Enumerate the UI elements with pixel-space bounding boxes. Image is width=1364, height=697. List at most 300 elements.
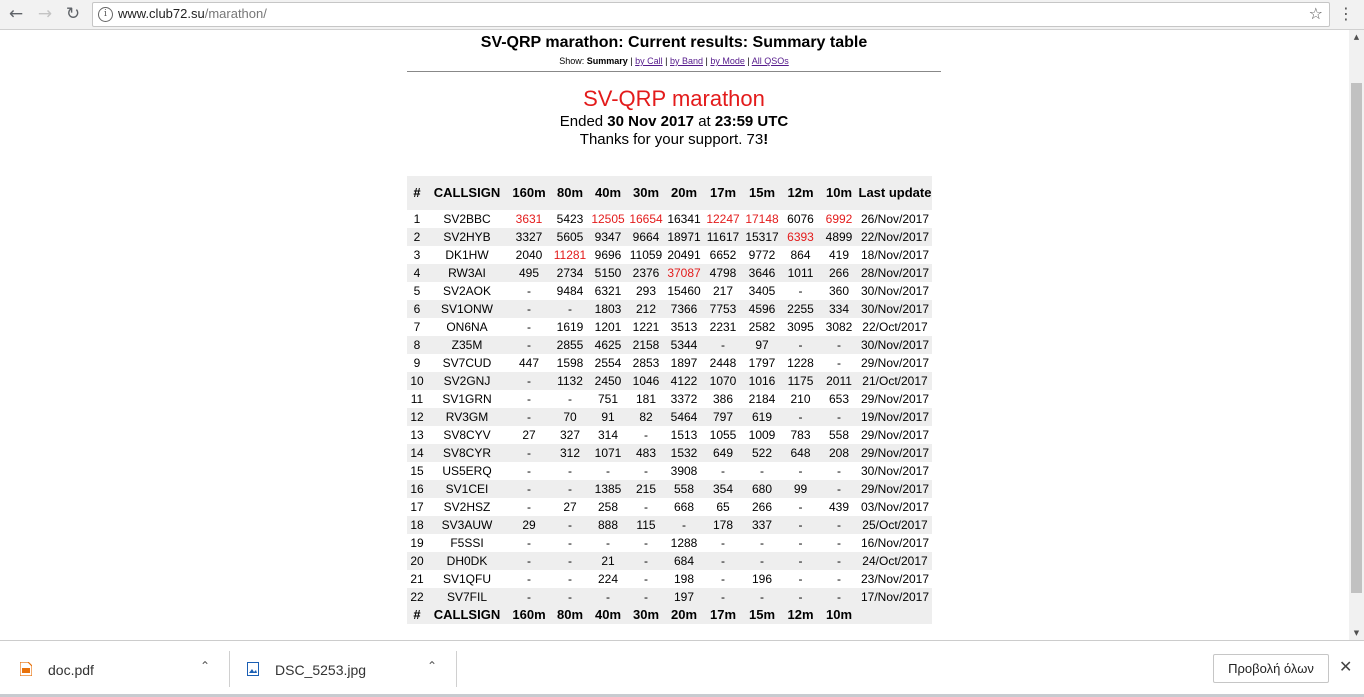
table-cell: 30/Nov/2017 <box>858 336 932 354</box>
table-cell: 7366 <box>665 300 703 318</box>
column-footer: 20m <box>665 606 703 624</box>
table-cell: 797 <box>703 408 743 426</box>
url-path: /marathon/ <box>204 6 267 21</box>
table-cell: - <box>527 392 531 406</box>
table-cell: 208 <box>820 444 858 462</box>
table-cell: - <box>837 464 841 478</box>
table-cell: 1 <box>413 212 421 226</box>
table-cell: - <box>551 480 589 498</box>
thanks-text: Thanks for your support. 73 <box>579 131 764 148</box>
table-cell: - <box>527 536 531 550</box>
column-header: 20m <box>665 176 703 210</box>
table-cell: 29/Nov/2017 <box>860 356 930 370</box>
table-cell: - <box>703 336 743 354</box>
table-cell: 888 <box>589 516 627 534</box>
table-cell: - <box>606 536 610 550</box>
table-cell: 3631 <box>515 212 543 226</box>
table-cell: - <box>781 408 820 426</box>
table-cell: 1046 <box>627 372 665 390</box>
table-cell: 522 <box>743 444 781 462</box>
table-cell: SV3AUW <box>427 516 507 534</box>
results-table <box>407 176 932 624</box>
table-cell: - <box>820 552 858 570</box>
table-cell: 198 <box>673 572 695 586</box>
table-row <box>407 516 932 534</box>
table-cell: 3405 <box>748 284 776 298</box>
table-cell: - <box>798 284 803 298</box>
table-cell: ON6NA <box>446 320 488 334</box>
table-cell: 4 <box>407 264 427 282</box>
table-cell: 439 <box>828 500 850 514</box>
table-cell: 3327 <box>507 228 551 246</box>
table-cell: 25/Oct/2017 <box>858 516 932 534</box>
table-cell: 17 <box>410 500 424 514</box>
table-cell: 82 <box>627 408 665 426</box>
table-cell: - <box>507 552 551 570</box>
pdf-file-icon <box>20 662 32 676</box>
table-cell: 12 <box>407 408 427 426</box>
table-cell: 337 <box>743 516 781 534</box>
table-footer-row <box>407 606 932 624</box>
table-cell: 751 <box>597 392 619 406</box>
table-cell: 619 <box>743 408 781 426</box>
kebab-menu-icon[interactable]: ⋮ <box>1338 4 1354 23</box>
table-cell: 6 <box>407 300 427 318</box>
ended-line <box>406 112 942 131</box>
table-cell: 6321 <box>594 284 622 298</box>
address-bar[interactable] <box>92 2 1330 27</box>
table-cell: 1803 <box>589 300 627 318</box>
table-cell: 1228 <box>787 356 814 370</box>
table-cell: - <box>798 572 803 586</box>
table-cell: 653 <box>828 392 850 406</box>
table-cell: 1011 <box>781 264 820 282</box>
show-all-downloads-button[interactable]: Προβολή όλων <box>1213 654 1329 683</box>
table-cell: - <box>644 572 648 586</box>
column-footer: 80m <box>551 606 589 624</box>
table-cell: 3 <box>413 248 421 262</box>
column-footer: 160m <box>507 606 551 624</box>
download-bar <box>0 640 1364 697</box>
table-cell: 9664 <box>627 228 665 246</box>
table-cell: - <box>644 464 648 478</box>
table-cell: 864 <box>790 248 811 262</box>
table-cell: 3082 <box>825 320 853 334</box>
table-cell: - <box>627 552 665 570</box>
column-header: 80m <box>551 176 589 210</box>
table-cell: - <box>568 464 572 478</box>
table-cell: - <box>781 336 820 354</box>
table-cell: 668 <box>673 500 695 514</box>
arrow-left-icon[interactable]: ← <box>8 4 24 24</box>
table-cell: 5605 <box>551 228 589 246</box>
table-cell: 19/Nov/2017 <box>858 408 932 426</box>
table-cell: - <box>665 516 703 534</box>
table-cell: 4596 <box>743 300 781 318</box>
table-row <box>407 480 932 498</box>
table-cell: - <box>760 464 764 478</box>
divider <box>456 651 457 687</box>
table-cell: - <box>721 572 725 586</box>
table-cell: - <box>820 480 858 498</box>
table-cell: 99 <box>781 480 820 498</box>
table-cell: 14 <box>407 444 427 462</box>
table-cell: 5344 <box>665 336 703 354</box>
table-cell: 1532 <box>665 444 703 462</box>
table-cell: - <box>820 336 858 354</box>
download-name: doc.pdf <box>48 662 94 678</box>
reload-icon[interactable]: ↻ <box>65 4 81 24</box>
table-cell: 11617 <box>703 228 743 246</box>
ended-time: 23:59 UTC <box>714 113 789 130</box>
table-cell: 5464 <box>665 408 703 426</box>
url-text[interactable] <box>118 6 267 21</box>
column-header: 10m <box>820 176 858 210</box>
table-cell: 2554 <box>594 356 622 370</box>
table-cell: 5423 <box>556 212 584 226</box>
table-cell: SV2BBC <box>443 212 491 226</box>
arrow-right-icon[interactable]: → <box>37 4 53 24</box>
table-cell: 22/Nov/2017 <box>858 228 932 246</box>
table-cell: 2184 <box>748 392 776 406</box>
table-cell: 558 <box>828 428 850 442</box>
download-name: DSC_5253.jpg <box>275 662 367 678</box>
column-header: 12m <box>781 176 820 210</box>
table-cell: 4625 <box>589 336 627 354</box>
table-cell: - <box>721 536 725 550</box>
table-cell: 37087 <box>665 264 703 282</box>
table-cell: SV8CYV <box>443 428 491 442</box>
table-cell: DK1HW <box>445 248 489 262</box>
table-cell: 11281 <box>553 248 587 262</box>
table-cell: 13 <box>410 428 424 442</box>
show-summary-current: Summary <box>586 56 628 66</box>
table-row <box>407 588 932 606</box>
divider <box>407 71 941 72</box>
table-cell: - <box>837 572 841 586</box>
star-icon[interactable]: ☆ <box>1308 4 1323 23</box>
table-cell: 680 <box>743 480 781 498</box>
table-cell: 9772 <box>748 248 776 262</box>
show-by-mode-link[interactable]: by Mode <box>710 56 745 66</box>
table-cell: 21/Oct/2017 <box>858 372 932 390</box>
table-cell: 20491 <box>667 248 701 262</box>
show-nav: Show: Summary | by Call | by Band | by Mode | All QSOs <box>559 56 789 66</box>
table-cell: - <box>568 392 572 406</box>
table-cell: 22 <box>407 588 427 606</box>
page-title: SV-QRP marathon: Current results: Summary table <box>480 34 868 51</box>
table-cell: - <box>507 444 551 462</box>
table-cell: 1221 <box>632 320 660 334</box>
column-header: 30m <box>627 176 665 210</box>
table-cell: 1175 <box>781 372 820 390</box>
table-cell: 03/Nov/2017 <box>860 500 930 514</box>
table-row <box>407 354 932 372</box>
table-cell: 6393 <box>781 228 820 246</box>
table-cell: - <box>551 516 589 534</box>
table-cell: 15 <box>410 464 424 478</box>
table-cell: 1897 <box>670 356 698 370</box>
table-row <box>407 408 932 426</box>
download-item-pdf[interactable] <box>20 641 220 697</box>
table-row <box>407 210 932 228</box>
table-cell: 1513 <box>670 428 698 442</box>
table-cell: - <box>644 500 648 514</box>
table-cell: 648 <box>781 444 820 462</box>
table-cell: 1071 <box>589 444 627 462</box>
table-cell: SV1ONW <box>427 300 507 318</box>
table-cell: 12505 <box>591 212 625 226</box>
table-cell: - <box>507 480 551 498</box>
divider <box>229 651 230 687</box>
column-footer: 17m <box>703 606 743 624</box>
table-cell: 28/Nov/2017 <box>858 264 932 282</box>
table-cell: - <box>781 552 820 570</box>
table-cell: 293 <box>635 284 657 298</box>
table-cell: 115 <box>627 516 665 534</box>
scroll-up-icon[interactable]: ▲ <box>1353 33 1360 41</box>
table-cell: SV8CYR <box>427 444 507 462</box>
table-cell: 15317 <box>743 228 781 246</box>
table-cell: - <box>644 536 648 550</box>
table-row <box>407 246 932 264</box>
table-cell: 17/Nov/2017 <box>858 588 932 606</box>
table-cell: 266 <box>751 500 773 514</box>
table-cell: 16 <box>407 480 427 498</box>
table-cell: - <box>798 500 803 514</box>
download-item-jpg[interactable] <box>247 641 447 697</box>
page-viewport <box>0 30 1349 640</box>
table-cell: SV2GNJ <box>427 372 507 390</box>
table-cell: 1619 <box>556 320 584 334</box>
table-cell: 3908 <box>670 464 698 478</box>
column-header: CALLSIGN <box>427 176 507 210</box>
table-cell: - <box>837 536 841 550</box>
table-cell: 258 <box>597 500 619 514</box>
table-cell: US5ERQ <box>442 464 492 478</box>
column-footer: 12m <box>781 606 820 624</box>
table-cell: - <box>798 536 803 550</box>
table-cell: - <box>606 464 610 478</box>
table-row <box>407 264 932 282</box>
table-cell: RW3AI <box>427 264 507 282</box>
table-cell: - <box>527 500 531 514</box>
table-cell: - <box>798 464 803 478</box>
table-cell: 29/Nov/2017 <box>858 480 932 498</box>
table-cell: 224 <box>597 572 619 586</box>
table-cell: - <box>820 516 858 534</box>
table-row <box>407 300 932 318</box>
show-label: Show: <box>559 56 585 66</box>
table-cell: 483 <box>627 444 665 462</box>
table-row <box>407 498 932 516</box>
column-header: 40m <box>589 176 627 210</box>
table-cell: 16341 <box>667 212 701 226</box>
table-row <box>407 462 932 480</box>
table-cell: 29/Nov/2017 <box>860 392 930 406</box>
table-cell: 4899 <box>820 228 858 246</box>
table-cell: - <box>507 408 551 426</box>
table-cell: SV7FIL <box>427 588 507 606</box>
vertical-scrollbar[interactable] <box>1349 30 1364 640</box>
table-cell: 29/Nov/2017 <box>858 444 932 462</box>
table-body <box>407 210 932 606</box>
table-cell: 3646 <box>743 264 781 282</box>
table-cell: 24/Oct/2017 <box>858 552 932 570</box>
table-cell: 18 <box>407 516 427 534</box>
table-cell: RV3GM <box>427 408 507 426</box>
column-footer: 10m <box>820 606 858 624</box>
table-cell: 9484 <box>556 284 584 298</box>
table-row <box>407 372 932 390</box>
table-cell: 5 <box>413 284 421 298</box>
table-cell: 649 <box>703 444 743 462</box>
table-cell: - <box>760 536 764 550</box>
thanks-bang: ! <box>763 131 769 148</box>
banner-title: SV-QRP marathon <box>583 86 765 111</box>
table-cell: 2448 <box>709 356 737 370</box>
chevron-up-icon[interactable]: ⌃ <box>427 659 438 673</box>
table-cell: - <box>551 552 589 570</box>
table-cell: - <box>527 284 531 298</box>
table-cell: 4122 <box>665 372 703 390</box>
table-cell: 181 <box>635 392 657 406</box>
table-cell: 312 <box>551 444 589 462</box>
thanks-line <box>406 131 942 149</box>
table-cell: 91 <box>589 408 627 426</box>
table-header-row <box>407 176 932 210</box>
table-cell: 5150 <box>589 264 627 282</box>
table-cell: 10 <box>407 372 427 390</box>
table-cell: 1797 <box>748 356 776 370</box>
table-cell: 7753 <box>703 300 743 318</box>
table-cell: 419 <box>828 248 850 262</box>
column-header: # <box>407 176 427 210</box>
column-footer: 15m <box>743 606 781 624</box>
table-cell: 178 <box>703 516 743 534</box>
table-row <box>407 552 932 570</box>
table-cell: 29 <box>507 516 551 534</box>
column-header: 160m <box>507 176 551 210</box>
table-cell: - <box>527 320 531 334</box>
column-footer: CALLSIGN <box>427 606 507 624</box>
table-cell: 11 <box>410 392 424 406</box>
table-cell: 266 <box>820 264 858 282</box>
table-cell: 9347 <box>589 228 627 246</box>
table-cell: 2231 <box>709 320 737 334</box>
table-cell: 386 <box>712 392 734 406</box>
column-footer: 30m <box>627 606 665 624</box>
table-cell: F5SSI <box>450 536 484 550</box>
page-content <box>406 30 942 624</box>
table-cell: 20 <box>407 552 427 570</box>
table-cell: SV1GRN <box>442 392 492 406</box>
scroll-down-icon[interactable]: ▼ <box>1353 629 1360 637</box>
table-cell: 15460 <box>667 284 701 298</box>
column-header: 17m <box>703 176 743 210</box>
table-cell: 327 <box>559 428 581 442</box>
scrollbar-thumb[interactable] <box>1351 83 1362 593</box>
table-cell: 30/Nov/2017 <box>860 464 930 478</box>
table-cell: 1132 <box>551 372 589 390</box>
table-cell: 360 <box>828 284 850 298</box>
ended-date: 30 Nov 2017 <box>607 113 695 130</box>
table-cell: - <box>781 588 820 606</box>
show-by-call-link[interactable]: by Call <box>635 56 663 66</box>
show-by-band-link[interactable]: by Band <box>670 56 704 66</box>
table-cell: 1598 <box>556 356 584 370</box>
chevron-up-icon[interactable]: ⌃ <box>200 659 211 673</box>
table-cell: SV1QFU <box>442 572 491 586</box>
table-row <box>407 390 932 408</box>
table-cell: 314 <box>597 428 619 442</box>
table-cell: - <box>551 300 589 318</box>
url-host: www.club72.su <box>118 6 205 21</box>
table-cell: 97 <box>743 336 781 354</box>
show-all-qsos-link[interactable]: All QSOs <box>751 56 789 66</box>
table-cell: - <box>627 588 665 606</box>
column-header: Last update <box>858 176 932 210</box>
table-cell: 558 <box>665 480 703 498</box>
table-row <box>407 534 932 552</box>
table-cell: 1385 <box>589 480 627 498</box>
table-cell: 21 <box>589 552 627 570</box>
table-cell: - <box>507 300 551 318</box>
table-cell: - <box>703 588 743 606</box>
table-cell: 9 <box>413 356 421 370</box>
table-cell: 2734 <box>551 264 589 282</box>
table-cell: 6652 <box>709 248 737 262</box>
table-cell: 1055 <box>709 428 737 442</box>
info-icon[interactable]: i <box>98 7 113 22</box>
table-cell: 2011 <box>820 372 858 390</box>
table-cell: 11059 <box>629 248 663 262</box>
ended-prefix: Ended <box>559 113 604 130</box>
table-row <box>407 444 932 462</box>
column-header: 15m <box>743 176 781 210</box>
table-cell: SV7CUD <box>442 356 492 370</box>
table-cell: SV2AOK <box>442 284 492 298</box>
table-cell: 447 <box>518 356 540 370</box>
table-cell: - <box>507 372 551 390</box>
table-cell: - <box>721 464 725 478</box>
table-cell: 1070 <box>703 372 743 390</box>
column-footer: # <box>407 606 427 624</box>
table-row <box>407 228 932 246</box>
table-cell: 7 <box>413 320 421 334</box>
table-cell: 30/Nov/2017 <box>860 284 930 298</box>
table-row <box>407 570 932 588</box>
table-cell: 2855 <box>551 336 589 354</box>
table-cell: SV1CEI <box>427 480 507 498</box>
table-cell: 12247 <box>706 212 740 226</box>
table-cell: 2158 <box>627 336 665 354</box>
table-cell: 2853 <box>632 356 660 370</box>
table-cell: 3372 <box>670 392 698 406</box>
table-cell: 18971 <box>665 228 703 246</box>
table-cell: - <box>820 588 858 606</box>
close-icon[interactable]: ✕ <box>1339 657 1353 676</box>
table-cell: - <box>781 516 820 534</box>
table-cell: 2040 <box>515 248 543 262</box>
table-cell: 2582 <box>748 320 776 334</box>
table-cell: - <box>703 552 743 570</box>
column-footer <box>858 606 932 624</box>
table-cell: 2450 <box>589 372 627 390</box>
table-cell: SV2HSZ <box>443 500 491 514</box>
table-cell: 3513 <box>670 320 698 334</box>
table-cell: - <box>743 552 781 570</box>
